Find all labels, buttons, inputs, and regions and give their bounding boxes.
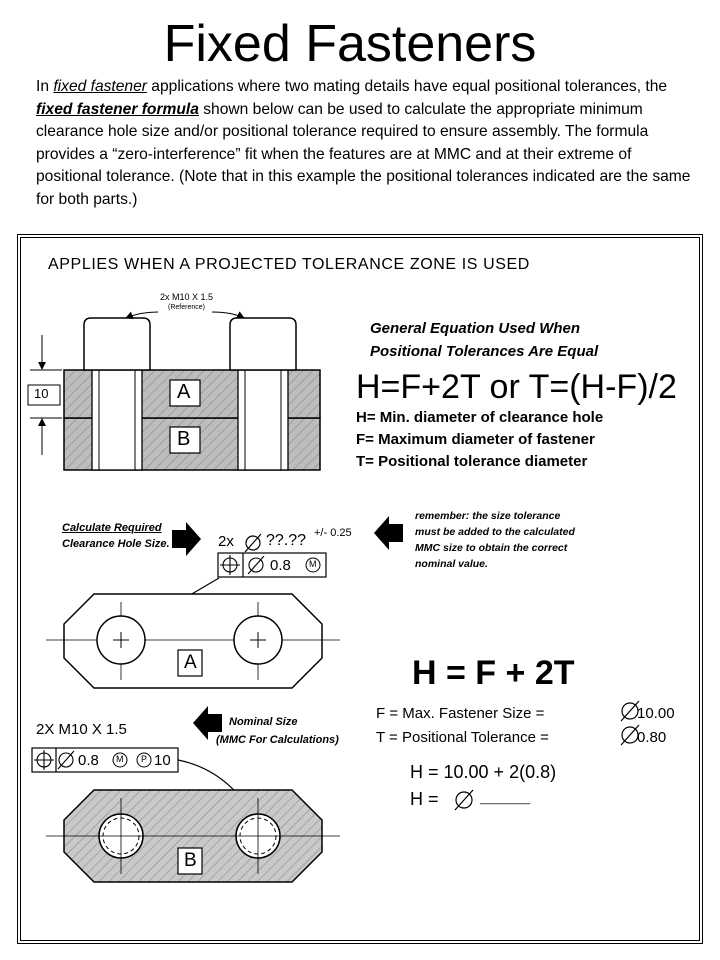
fastener-callout: 2x M10 X 1.5 (160, 292, 214, 302)
assembly-section (28, 312, 320, 470)
main-formula: H=F+2T or T=(H-F)/2 (356, 368, 677, 406)
fcf-a-tolerance: 0.8 (270, 557, 291, 574)
definition-h: H= Min. diameter of clearance hole (356, 409, 604, 426)
intro-text-2: applications where two mating details have equal positional tolerances, the (146, 78, 668, 95)
arrow-right-icon (172, 522, 201, 556)
fcf-b-tolerance: 0.8 (78, 752, 99, 769)
datum-a-label: A (177, 381, 191, 403)
fcf-b-modifier-m: M (116, 754, 124, 764)
plate-a-label: A (184, 652, 197, 673)
general-equation-line2: Positional Tolerances Are Equal (370, 343, 599, 360)
thread-callout: 2X M10 X 1.5 (36, 721, 127, 738)
f-value: 10.00 (637, 705, 675, 722)
nominal-size-line1: Nominal Size (229, 716, 298, 728)
remember-note-3: MMC size to obtain the correct (415, 542, 568, 554)
hole-size-unknown: ??.?? (266, 532, 307, 549)
h-result-label: H = (410, 789, 439, 809)
big-formula: H = F + 2T (412, 654, 575, 692)
hole-quantity: 2x (218, 533, 234, 550)
panel-heading: APPLIES WHEN A PROJECTED TOLERANCE ZONE IS USED (48, 256, 530, 273)
calculate-line2: Clearance Hole Size. (62, 538, 170, 550)
plate-b-label: B (184, 850, 197, 871)
calculate-line1: Calculate Required (62, 522, 162, 534)
diameter-symbol-icon (245, 534, 261, 552)
hole-size-tolerance: +/- 0.25 (314, 527, 352, 539)
intro-emphasis-formula: fixed fastener formula (36, 100, 199, 118)
fcf-b-modifier-p: P (141, 754, 148, 764)
arrow-left-icon (374, 516, 403, 550)
diameter-symbol-icon (455, 790, 473, 810)
t-value: 0.80 (637, 729, 667, 746)
intro-text-1: In (36, 78, 54, 95)
intro-text-3: shown below can be used to calculate the appropriate minimum clearance hole size and/or positional tolerance required to ensure assembly. The formula provides a “zero-interference” fit when the features are at MMC and at their extreme of positional tolerance. (Note that in this example the positional tolerances indicated are the same for both parts.) (36, 100, 691, 208)
remember-note-1: remember: the size tolerance (415, 510, 561, 522)
fastener-left (84, 318, 150, 470)
nominal-size-line2: (MMC For Calculations) (216, 734, 339, 746)
reference-note: (Reference) (168, 304, 205, 311)
h-result-blank: _____ (480, 786, 531, 806)
t-label: T = Positional Tolerance = (376, 729, 549, 746)
definition-f: F= Maximum diameter of fastener (356, 431, 595, 448)
f-label: F = Max. Fastener Size = (376, 705, 545, 722)
fcf-b-projected-height: 10 (154, 752, 171, 769)
general-equation-line1: General Equation Used When (370, 320, 581, 337)
dimension-10: 10 (34, 386, 49, 401)
page-title: Fixed Fasteners (163, 15, 537, 73)
remember-note-2: must be added to the calculated (415, 526, 575, 538)
definition-t: T= Positional tolerance diameter (356, 453, 588, 470)
fcf-a-modifier: M (309, 559, 317, 569)
h-calculation: H = 10.00 + 2(0.8) (410, 762, 557, 782)
datum-b-label: B (177, 428, 191, 450)
intro-emphasis-fixed-fastener: fixed fastener (53, 78, 147, 95)
fastener-right (230, 318, 296, 470)
remember-note-4: nominal value. (415, 558, 488, 570)
